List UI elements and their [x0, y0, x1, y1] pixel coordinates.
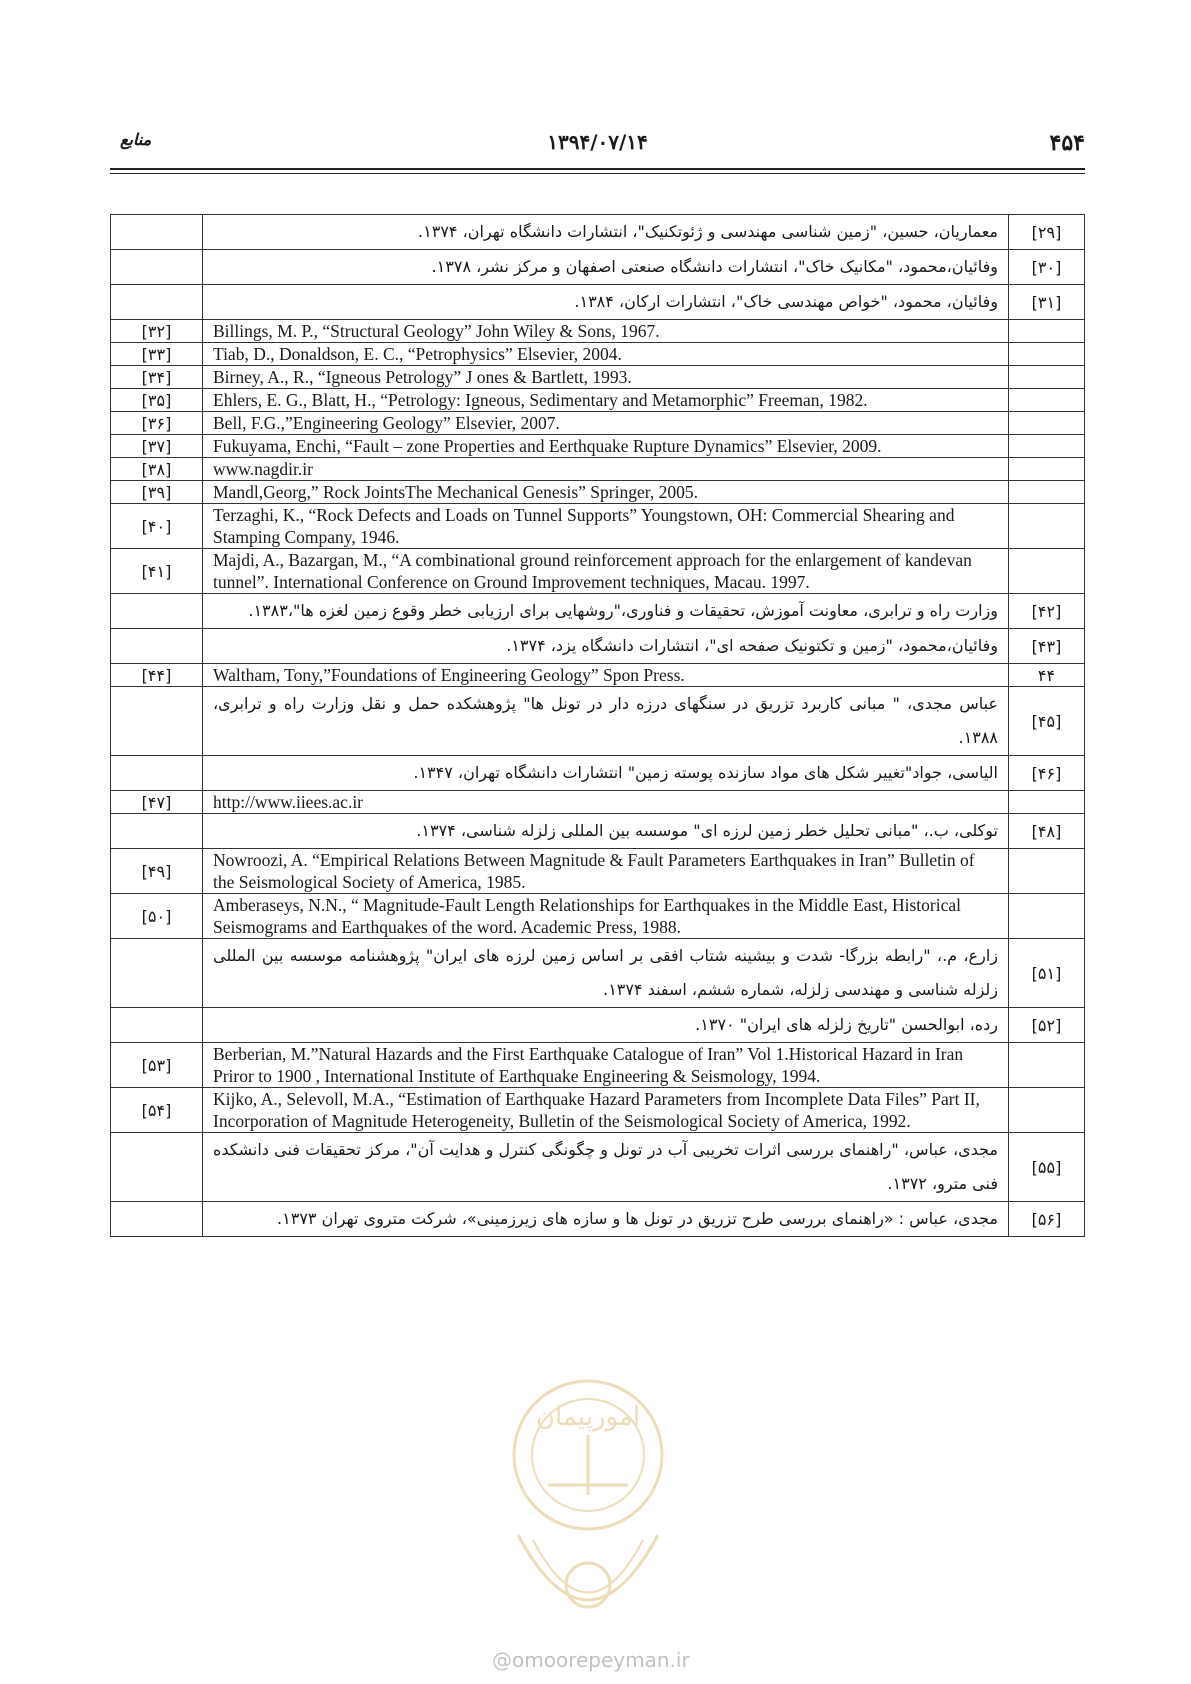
- reference-row: [111, 435, 1085, 458]
- reference-number-left: [۴۴]: [111, 664, 203, 687]
- reference-text: الیاسی، جواد"تغییر شکل های مواد سازنده پوسته زمین" انتشارات دانشگاه تهران، ۱۳۴۷.: [203, 756, 1009, 791]
- watermark-logo: [478, 1365, 698, 1665]
- reference-text: مجدی، عباس : «راهنمای بررسی طرح تزریق در تونل ها و سازه های زیرزمینی»، شرکت متروی تهران ۱۳۷۳.: [203, 1202, 1009, 1237]
- reference-number-left: [۴۷]: [111, 791, 203, 814]
- reference-number-left: [111, 1133, 203, 1202]
- reference-row: [111, 756, 1085, 791]
- reference-number-left: [۴۰]: [111, 504, 203, 549]
- reference-number-right: [1009, 504, 1085, 549]
- reference-number-left: [۳۹]: [111, 481, 203, 504]
- reference-number-left: [۳۳]: [111, 343, 203, 366]
- reference-row: [111, 814, 1085, 849]
- reference-number-left: [111, 250, 203, 285]
- reference-number-left: [111, 594, 203, 629]
- reference-number-right: [۴۲]: [1009, 594, 1085, 629]
- reference-row: [111, 366, 1085, 389]
- reference-number-left: [۵۴]: [111, 1088, 203, 1133]
- reference-number-left: [۴۹]: [111, 849, 203, 894]
- reference-number-right: [1009, 343, 1085, 366]
- reference-text: رده، ابوالحسن "تاریخ زلزله های ایران" ۱۳۷۰.: [203, 1008, 1009, 1043]
- reference-row: [111, 791, 1085, 814]
- reference-text: Fukuyama, Enchi, “Fault – zone Properties and Eerthquake Rupture Dynamics” Elsevier, 2009.: [203, 435, 1009, 458]
- reference-text: Birney, A., R., “Igneous Petrology” J ones & Bartlett, 1993.: [203, 366, 1009, 389]
- reference-number-right: [1009, 894, 1085, 939]
- reference-number-left: [۳۴]: [111, 366, 203, 389]
- reference-number-right: [۵۲]: [1009, 1008, 1085, 1043]
- reference-number-left: [۴۱]: [111, 549, 203, 594]
- reference-row: [111, 849, 1085, 894]
- watermark-logo-text: امورپیمان: [535, 1402, 641, 1432]
- reference-text: عباس مجدی، " مبانی کاربرد تزریق در سنگهای درزه دار در تونل ها" پژوهشکده حمل و نقل وزارت راه و ترابری، ۱۳۸۸.: [203, 687, 1009, 756]
- reference-number-left: [۵۰]: [111, 894, 203, 939]
- reference-text: Kijko, A., Selevoll, M.A., “Estimation of Earthquake Hazard Parameters from Incomplete Data Files” Part II, Incorporation of Magnitude Heterogeneity, Bulletin of the Seismological Society of America, 1992.: [203, 1088, 1009, 1133]
- reference-number-left: [111, 939, 203, 1008]
- reference-text: توکلی، ب.، "مبانی تحلیل خطر زمین لرزه ای" موسسه بین المللی زلزله شناسی، ۱۳۷۴.: [203, 814, 1009, 849]
- reference-text: http://www.iiees.ac.ir: [203, 791, 1009, 814]
- reference-row: [111, 594, 1085, 629]
- references-table: [110, 214, 1085, 1237]
- reference-text: زارع، م.، "رابطه بزرگا- شدت و بیشینه شتاب افقی بر اساس زمین لرزه های ایران" پژوهشنامه موسسه بین المللی زلزله شناسی و مهندسی زلزله، شماره ششم، اسفند ۱۳۷۴.: [203, 939, 1009, 1008]
- reference-number-right: [۲۹]: [1009, 215, 1085, 250]
- reference-text: Berberian, M.”Natural Hazards and the First Earthquake Catalogue of Iran” Vol 1.Historical Hazard in Iran Priror to 1900 , International Institute of Earthquake Engineering & Seismology, 1994.: [203, 1043, 1009, 1088]
- reference-number-right: [۳۰]: [1009, 250, 1085, 285]
- reference-number-left: [111, 814, 203, 849]
- reference-number-right: [1009, 549, 1085, 594]
- reference-number-right: [1009, 481, 1085, 504]
- reference-number-left: [۳۲]: [111, 320, 203, 343]
- reference-number-right: [1009, 412, 1085, 435]
- reference-row: [111, 1088, 1085, 1133]
- header-date: ۱۳۹۴/۰۷/۱۴: [547, 130, 648, 154]
- reference-text: مجدی، عباس، "راهنمای بررسی اثرات تخریبی آب در تونل و چگونگی کنترل و هدایت آن"، مرکز تحقیقات فنی دانشکده فنی مترو، ۱۳۷۲.: [203, 1133, 1009, 1202]
- reference-number-right: ۴۴: [1009, 664, 1085, 687]
- reference-row: [111, 1043, 1085, 1088]
- reference-number-left: [۳۸]: [111, 458, 203, 481]
- reference-number-left: [۳۷]: [111, 435, 203, 458]
- reference-row: [111, 458, 1085, 481]
- reference-text: Waltham, Tony,”Foundations of Engineering Geology” Spon Press.: [203, 664, 1009, 687]
- reference-text: وفائیان،محمود، "مکانیک خاک"، انتشارات دانشگاه صنعتی اصفهان و مرکز نشر، ۱۳۷۸.: [203, 250, 1009, 285]
- reference-row: [111, 687, 1085, 756]
- reference-number-left: [۵۳]: [111, 1043, 203, 1088]
- reference-number-left: [111, 629, 203, 664]
- reference-text: معماریان، حسین، "زمین شناسی مهندسی و ژئوتکنیک"، انتشارات دانشگاه تهران، ۱۳۷۴.: [203, 215, 1009, 250]
- reference-number-left: [۳۶]: [111, 412, 203, 435]
- section-label: منابع: [120, 130, 152, 149]
- page-number: ۴۵۴: [1049, 130, 1085, 156]
- reference-number-left: [111, 687, 203, 756]
- reference-number-right: [۳۱]: [1009, 285, 1085, 320]
- reference-text: Tiab, D., Donaldson, E. C., “Petrophysics” Elsevier, 2004.: [203, 343, 1009, 366]
- reference-row: [111, 412, 1085, 435]
- reference-number-right: [1009, 366, 1085, 389]
- reference-text: Ehlers, E. G., Blatt, H., “Petrology: Igneous, Sedimentary and Metamorphic” Freeman, 1982.: [203, 389, 1009, 412]
- reference-text: وزارت راه و ترابری، معاونت آموزش، تحقیقات و فناوری،"روشهایی برای ارزیابی خطر وقوع زمین لغزه ها"،۱۳۸۳.: [203, 594, 1009, 629]
- reference-number-left: [111, 215, 203, 250]
- reference-text: وفائیان، محمود، "خواص مهندسی خاک"، انتشارات ارکان، ۱۳۸۴.: [203, 285, 1009, 320]
- reference-row: [111, 1202, 1085, 1237]
- reference-text: Amberaseys, N.N., “ Magnitude-Fault Length Relationships for Earthquakes in the Middle East, Historical Seismograms and Earthquakes of the word. Academic Press, 1988.: [203, 894, 1009, 939]
- reference-row: [111, 549, 1085, 594]
- reference-row: [111, 285, 1085, 320]
- reference-text: Majdi, A., Bazargan, M., “A combinational ground reinforcement approach for the enlargement of kandevan tunnel”. International Conference on Ground Improvement techniques, Macau. 1997.: [203, 549, 1009, 594]
- reference-row: [111, 939, 1085, 1008]
- reference-text: Terzaghi, K., “Rock Defects and Loads on Tunnel Supports” Youngstown, OH: Commercial Shearing and Stamping Company, 1946.: [203, 504, 1009, 549]
- watermark-site: @omoorepeyman.ir: [492, 1648, 690, 1672]
- reference-number-left: [111, 1008, 203, 1043]
- reference-number-left: [111, 756, 203, 791]
- reference-number-right: [1009, 458, 1085, 481]
- reference-number-right: [۵۵]: [1009, 1133, 1085, 1202]
- reference-number-right: [۴۸]: [1009, 814, 1085, 849]
- reference-number-right: [۴۵]: [1009, 687, 1085, 756]
- reference-number-left: [111, 285, 203, 320]
- reference-text: Bell, F.G.,”Engineering Geology” Elsevier, 2007.: [203, 412, 1009, 435]
- reference-number-right: [1009, 1043, 1085, 1088]
- reference-number-right: [۵۱]: [1009, 939, 1085, 1008]
- reference-row: [111, 664, 1085, 687]
- reference-row: [111, 320, 1085, 343]
- header-rule-thin: [110, 173, 1085, 174]
- reference-number-right: [1009, 435, 1085, 458]
- reference-number-right: [۵۶]: [1009, 1202, 1085, 1237]
- reference-row: [111, 215, 1085, 250]
- reference-row: [111, 504, 1085, 549]
- reference-row: [111, 1133, 1085, 1202]
- reference-row: [111, 389, 1085, 412]
- reference-text: وفائیان،محمود، "زمین و تکتونیک صفحه ای"، انتشارات دانشگاه یزد، ۱۳۷۴.: [203, 629, 1009, 664]
- reference-number-right: [1009, 1088, 1085, 1133]
- reference-row: [111, 894, 1085, 939]
- reference-row: [111, 250, 1085, 285]
- references-body: [111, 215, 1085, 1237]
- reference-row: [111, 343, 1085, 366]
- reference-text: Billings, M. P., “Structural Geology” John Wiley & Sons, 1967.: [203, 320, 1009, 343]
- reference-number-right: [۴۶]: [1009, 756, 1085, 791]
- reference-number-right: [1009, 791, 1085, 814]
- reference-number-left: [۳۵]: [111, 389, 203, 412]
- reference-row: [111, 629, 1085, 664]
- reference-number-right: [1009, 389, 1085, 412]
- reference-row: [111, 1008, 1085, 1043]
- reference-number-right: [1009, 849, 1085, 894]
- reference-text: www.nagdir.ir: [203, 458, 1009, 481]
- reference-number-left: [111, 1202, 203, 1237]
- page-header: [110, 130, 1085, 170]
- header-rule: [110, 168, 1085, 170]
- reference-text: Mandl,Georg,” Rock JointsThe Mechanical Genesis” Springer, 2005.: [203, 481, 1009, 504]
- reference-text: Nowroozi, A. “Empirical Relations Between Magnitude & Fault Parameters Earthquakes in Iran” Bulletin of the Seismological Society of America, 1985.: [203, 849, 1009, 894]
- reference-row: [111, 481, 1085, 504]
- reference-number-right: [1009, 320, 1085, 343]
- reference-number-right: [۴۳]: [1009, 629, 1085, 664]
